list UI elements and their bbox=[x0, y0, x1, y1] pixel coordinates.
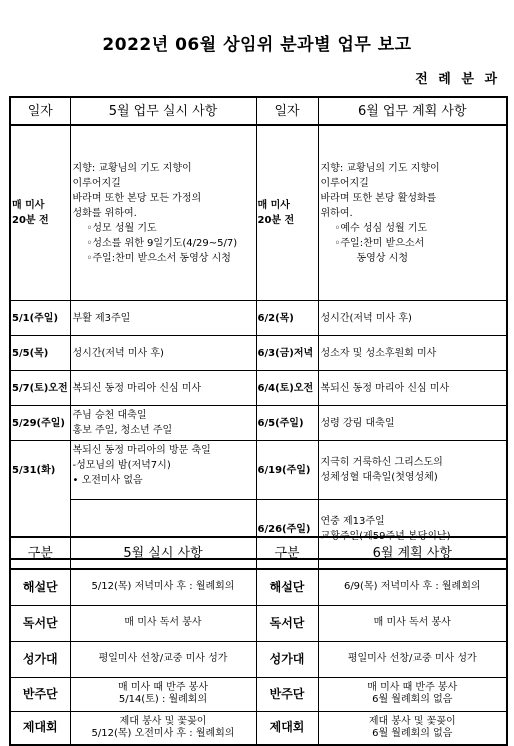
header-category-left: 구분 bbox=[10, 537, 70, 569]
page-title: 2022년 06월 상임위 분과별 업무 보고 bbox=[102, 35, 412, 55]
mass-left-line: ◦주일:찬미 받으소서 동영상 시청 bbox=[86, 252, 231, 264]
group-label-right: 반주단 bbox=[256, 677, 318, 711]
header-may-done: 5월 실시 사항 bbox=[70, 537, 256, 569]
row-date-left: 5/7(토)오전 bbox=[10, 371, 70, 406]
group-content-line: 6월 월례회의 없음 bbox=[372, 694, 453, 705]
group-row bbox=[10, 677, 507, 711]
mass-date-right bbox=[256, 125, 318, 301]
mass-date-left-line2: 20분 전 bbox=[12, 215, 49, 226]
row-content-left bbox=[70, 406, 256, 441]
row-date-left: 5/31(화) bbox=[10, 441, 70, 560]
row-content-right bbox=[318, 441, 507, 500]
row-content-line: 성체성혈 대축일(첫영성체) bbox=[320, 472, 438, 483]
row-content-line: -성모님의 밤(저녁7시) bbox=[72, 460, 171, 471]
row-content-right: 성시간(저녁 미사 후) bbox=[318, 301, 507, 336]
group-content-line: 매 미사 때 반주 봉사 bbox=[118, 682, 208, 693]
row-content-right: 복되신 동정 마리아 신심 미사 bbox=[318, 371, 507, 406]
mass-left-line: ◦성모 성월 기도 bbox=[86, 222, 157, 234]
row-content-line: 복되신 동정 마리아의 방문 축일 bbox=[72, 445, 211, 456]
header-june-plans: 6월 업무 계획 사항 bbox=[318, 97, 507, 125]
mass-content-right bbox=[318, 125, 507, 301]
mass-right-line: ◦주일:찬미 받으소서 bbox=[334, 237, 425, 249]
group-content-line: 5/14(토) : 월례회의 bbox=[118, 694, 208, 705]
group-content-right: 매 미사 독서 봉사 bbox=[318, 605, 507, 641]
row-content-line: 교황주일(제59주년 본당의날) bbox=[320, 531, 451, 542]
mass-right-line: 바라며 또한 본당 활성화를 bbox=[320, 192, 437, 204]
row-date-right: 6/26(주일) bbox=[256, 500, 318, 560]
group-content-line: 매 미사 때 반주 봉사 bbox=[367, 682, 458, 693]
group-content-left bbox=[70, 711, 256, 745]
schedule-row bbox=[10, 371, 507, 406]
group-content-left: 평일미사 선창/교중 미사 성가 bbox=[70, 641, 256, 677]
group-table bbox=[9, 536, 508, 746]
mass-right-line: 동영상 시청 bbox=[356, 252, 408, 264]
mass-left-line: 이루어지길 bbox=[72, 177, 121, 189]
mass-date-right-line1: 매 미사 bbox=[257, 200, 290, 211]
mass-right-line: 이루어지길 bbox=[320, 177, 369, 189]
row-date-right: 6/2(목) bbox=[256, 301, 318, 336]
header-category-right: 구분 bbox=[256, 537, 318, 569]
schedule-row bbox=[10, 301, 507, 336]
group-content-line: 5/12(목) 오전미사 후 : 월례회의 bbox=[91, 727, 235, 739]
mass-date-right-line2: 20분 전 bbox=[257, 215, 295, 226]
group-label-right: 해설단 bbox=[256, 569, 318, 605]
report-header-row bbox=[10, 97, 507, 125]
group-label-left: 반주단 bbox=[10, 677, 70, 711]
row-date-right: 6/5(주일) bbox=[256, 406, 318, 441]
header-june-plan: 6월 계획 사항 bbox=[318, 537, 507, 569]
row-content-line: 연중 제13주일 bbox=[320, 516, 385, 527]
group-content-right: 평일미사 선창/교중 미사 성가 bbox=[318, 641, 507, 677]
row-date-left: 5/5(목) bbox=[10, 336, 70, 371]
row-content-line: 홍보 주일, 청소년 주일 bbox=[72, 425, 173, 436]
group-content-line: 제대 봉사 및 꽃꽂이 bbox=[119, 715, 207, 727]
header-date-right: 일자 bbox=[256, 97, 318, 125]
mass-right-line: 지향: 교황님의 기도 지향이 bbox=[320, 162, 440, 174]
mass-left-line: ◦성소를 위한 9일기도(4/29~5/7) bbox=[86, 237, 238, 249]
row-content-right: 성령 강림 대축일 bbox=[318, 406, 507, 441]
group-content-right bbox=[318, 677, 507, 711]
row-content-line: • 오전미사 없음 bbox=[72, 475, 143, 486]
mass-row bbox=[10, 125, 507, 301]
group-label-left: 해설단 bbox=[10, 569, 70, 605]
mass-right-line: 위하여. bbox=[320, 207, 353, 219]
group-label-right: 제대회 bbox=[256, 711, 318, 745]
row-content-left: 복되신 동정 마리아 신심 미사 bbox=[70, 371, 256, 406]
group-content-left: 매 미사 독서 봉사 bbox=[70, 605, 256, 641]
row-date-left: 5/29(주일) bbox=[10, 406, 70, 441]
group-row bbox=[10, 569, 507, 605]
header-date-left: 일자 bbox=[10, 97, 70, 125]
department-name: 전 례 분 과 bbox=[415, 72, 500, 87]
mass-left-line: 바라며 또한 본당 모든 가정의 bbox=[72, 192, 202, 204]
row-content-left bbox=[70, 441, 256, 500]
row-content-line: 주님 승천 대축일 bbox=[72, 410, 147, 421]
mass-date-left bbox=[10, 125, 70, 301]
mass-date-left-line1: 매 미사 bbox=[12, 200, 45, 211]
report-table bbox=[9, 96, 508, 560]
row-date-right: 6/4(토)오전 bbox=[256, 371, 318, 406]
group-content-right: 6/9(목) 저녁미사 후 : 월례회의 bbox=[318, 569, 507, 605]
group-row bbox=[10, 641, 507, 677]
group-label-right: 독서단 bbox=[256, 605, 318, 641]
group-label-right: 성가대 bbox=[256, 641, 318, 677]
row-date-right: 6/19(주일) bbox=[256, 441, 318, 500]
row-content-left: 부활 제3주일 bbox=[70, 301, 256, 336]
group-label-left: 성가대 bbox=[10, 641, 70, 677]
row-content-line: 지극히 거룩하신 그리스도의 bbox=[320, 457, 443, 468]
row-date-left: 5/1(주일) bbox=[10, 301, 70, 336]
group-header-row bbox=[10, 537, 507, 569]
mass-left-line: 지향: 교황님의 기도 지향이 bbox=[72, 162, 192, 174]
mass-right-line: ◦예수 성심 성월 기도 bbox=[334, 222, 428, 234]
group-label-left: 독서단 bbox=[10, 605, 70, 641]
header-may-actions: 5월 업무 실시 사항 bbox=[70, 97, 256, 125]
schedule-row bbox=[10, 406, 507, 441]
row-content-right: 성소자 및 성소후원회 미사 bbox=[318, 336, 507, 371]
group-content-right bbox=[318, 711, 507, 745]
group-content-line: 제대 봉사 및 꽃꽂이 bbox=[368, 715, 456, 727]
row-date-right: 6/3(금)저녁 bbox=[256, 336, 318, 371]
group-content-line: 6월 월례회의 없음 bbox=[372, 727, 453, 739]
schedule-row bbox=[10, 336, 507, 371]
mass-content-left bbox=[70, 125, 256, 301]
mass-left-line: 성화를 위하여. bbox=[72, 207, 137, 219]
group-content-left: 5/12(목) 저녁미사 후 : 월례회의 bbox=[70, 569, 256, 605]
group-content-left bbox=[70, 677, 256, 711]
schedule-row bbox=[10, 441, 507, 500]
group-label-left: 제대회 bbox=[10, 711, 70, 745]
group-row bbox=[10, 711, 507, 745]
group-row bbox=[10, 605, 507, 641]
row-content-left: 성시간(저녁 미사 후) bbox=[70, 336, 256, 371]
